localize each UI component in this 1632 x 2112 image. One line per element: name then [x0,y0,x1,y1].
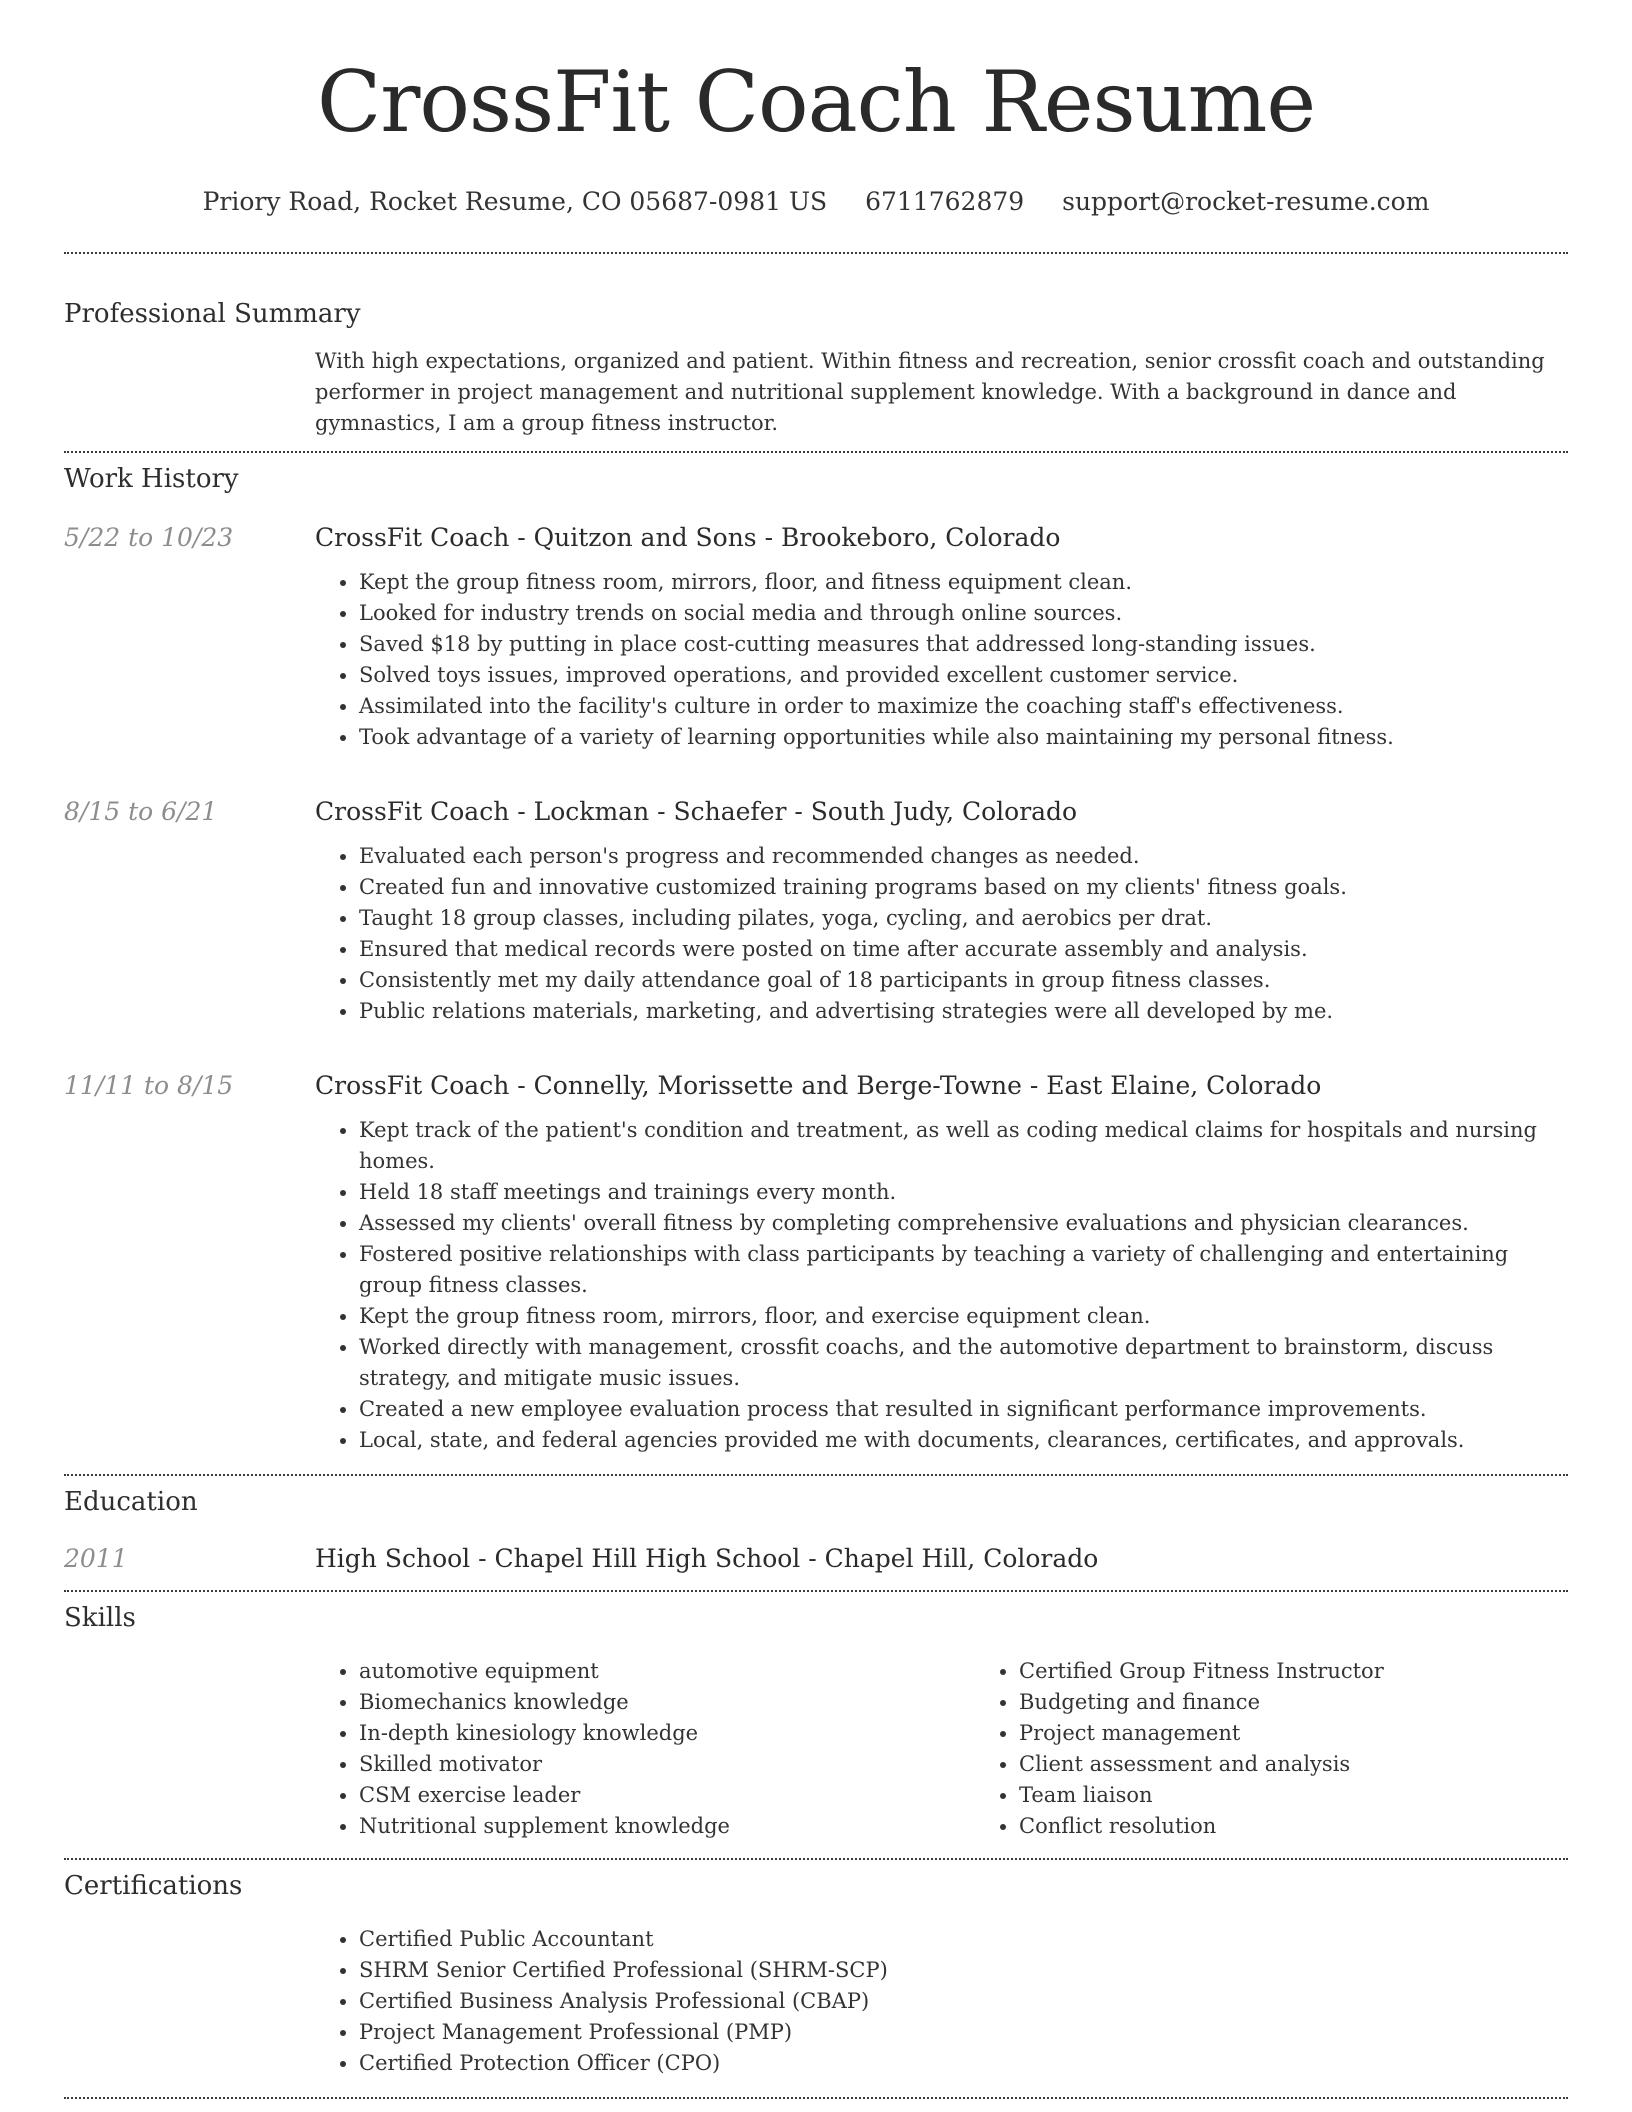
list-item: • Certified Public Accountant [359,1924,1568,1955]
list-item: • In-depth kinesiology knowledge [359,1718,975,1749]
list-item: • CSM exercise leader [359,1780,975,1811]
education-year: 2011 [64,1544,128,1573]
section-heading-work: Work History [64,464,239,494]
job-dates: 11/11 to 8/15 [64,1071,234,1100]
job-bullets [315,567,1568,753]
list-item: • Took advantage of a variety of learning opportunities while also maintaining my personal fitness. [359,722,1568,753]
contact-email: support@rocket-resume.com [1062,187,1430,216]
list-item: • Kept track of the patient's condition and treatment, as well as coding medical claims for hospitals and nursing homes. [359,1115,1568,1177]
job-title: CrossFit Coach - Connelly, Morissette and Berge-Towne - East Elaine, Colorado [315,1071,1322,1100]
job-entry [64,521,1568,753]
list-item: • Taught 18 group classes, including pilates, yoga, cycling, and aerobics per drat. [359,903,1568,934]
list-item: • Client assessment and analysis [1019,1749,1632,1780]
list-item: • Created fun and innovative customized training programs based on my clients' fitness goals. [359,872,1568,903]
summary-text: With high expectations, organized and patient. Within fitness and recreation, senior crossfit coach and outstanding performer in project management and nutritional supplement knowledge. With a background in dance and gymnastics, I am a group fitness instructor. [315,349,1545,435]
list-item: • Project management [1019,1718,1632,1749]
skills-column-right [975,1656,1632,1842]
contact-line [64,186,1568,218]
job-dates: 8/15 to 6/21 [64,797,218,826]
list-item: • Fostered positive relationships with class participants by teaching a variety of challenging and entertaining group fitness classes. [359,1239,1568,1301]
job-bullets [315,841,1568,1027]
list-item: • Nutritional supplement knowledge [359,1811,975,1842]
list-item: • Ensured that medical records were posted on time after accurate assembly and analysis. [359,934,1568,965]
list-item: • Skilled motivator [359,1749,975,1780]
list-item: • Looked for industry trends on social media and through online sources. [359,598,1568,629]
list-item: • Saved $18 by putting in place cost-cutting measures that addressed long-standing issues. [359,629,1568,660]
list-item: • Held 18 staff meetings and trainings every month. [359,1177,1568,1208]
job-entry [64,1069,1568,1456]
job-entry [64,795,1568,1027]
list-item: • Certified Business Analysis Professional (CBAP) [359,1986,1568,2017]
skills-list [315,1656,1632,1842]
section-heading-certifications: Certifications [64,1871,243,1901]
job-title: CrossFit Coach - Quitzon and Sons - Brookeboro, Colorado [315,523,1061,552]
certifications-list [315,1924,1568,2079]
job-bullets [315,1115,1568,1456]
section-heading-skills: Skills [64,1603,136,1633]
job-title: CrossFit Coach - Lockman - Schaefer - South Judy, Colorado [315,797,1078,826]
list-item: • Created a new employee evaluation process that resulted in significant performance improvements. [359,1394,1568,1425]
skills-section [64,1592,1568,1842]
divider [64,2097,1568,2099]
list-item: • Certified Protection Officer (CPO) [359,2048,1568,2079]
list-item: • Kept the group fitness room, mirrors, floor, and exercise equipment clean. [359,1301,1568,1332]
list-item: • Local, state, and federal agencies provided me with documents, clearances, certificates, and approvals. [359,1425,1568,1456]
list-item: • Worked directly with management, crossfit coachs, and the automotive department to brainstorm, discuss strategy, and mitigate music issues. [359,1332,1568,1394]
job-dates: 5/22 to 10/23 [64,523,234,552]
list-item: • Evaluated each person's progress and recommended changes as needed. [359,841,1568,872]
section-heading-education: Education [64,1487,198,1517]
certifications-section [64,1860,1568,2079]
list-item: • Project Management Professional (PMP) [359,2017,1568,2048]
list-item: • automotive equipment [359,1656,975,1687]
list-item: • Certified Group Fitness Instructor [1019,1656,1632,1687]
contact-phone: 6711762879 [865,187,1025,216]
list-item: • SHRM Senior Certified Professional (SHRM-SCP) [359,1955,1568,1986]
list-item: • Budgeting and finance [1019,1687,1632,1718]
list-item: • Biomechanics knowledge [359,1687,975,1718]
contact-address: Priory Road, Rocket Resume, CO 05687-0981 US [202,187,828,216]
education-section [64,1476,1568,1576]
list-item: • Assessed my clients' overall fitness by completing comprehensive evaluations and physician clearances. [359,1208,1568,1239]
education-entry: High School - Chapel Hill High School - Chapel Hill, Colorado [315,1544,1099,1573]
page-title: CrossFit Coach Resume [316,53,1316,151]
list-item: • Public relations materials, marketing, and advertising strategies were all developed by me. [359,996,1568,1027]
list-item: • Consistently met my daily attendance goal of 18 participants in group fitness classes. [359,965,1568,996]
summary-section [64,254,1568,439]
work-section [64,453,1568,1456]
list-item: • Kept the group fitness room, mirrors, floor, and fitness equipment clean. [359,567,1568,598]
section-heading-summary: Professional Summary [64,299,361,329]
list-item: • Solved toys issues, improved operations, and provided excellent customer service. [359,660,1568,691]
list-item: • Assimilated into the facility's culture in order to maximize the coaching staff's effectiveness. [359,691,1568,722]
list-item: • Team liaison [1019,1780,1632,1811]
skills-column-left [315,1656,975,1842]
list-item: • Conflict resolution [1019,1811,1632,1842]
